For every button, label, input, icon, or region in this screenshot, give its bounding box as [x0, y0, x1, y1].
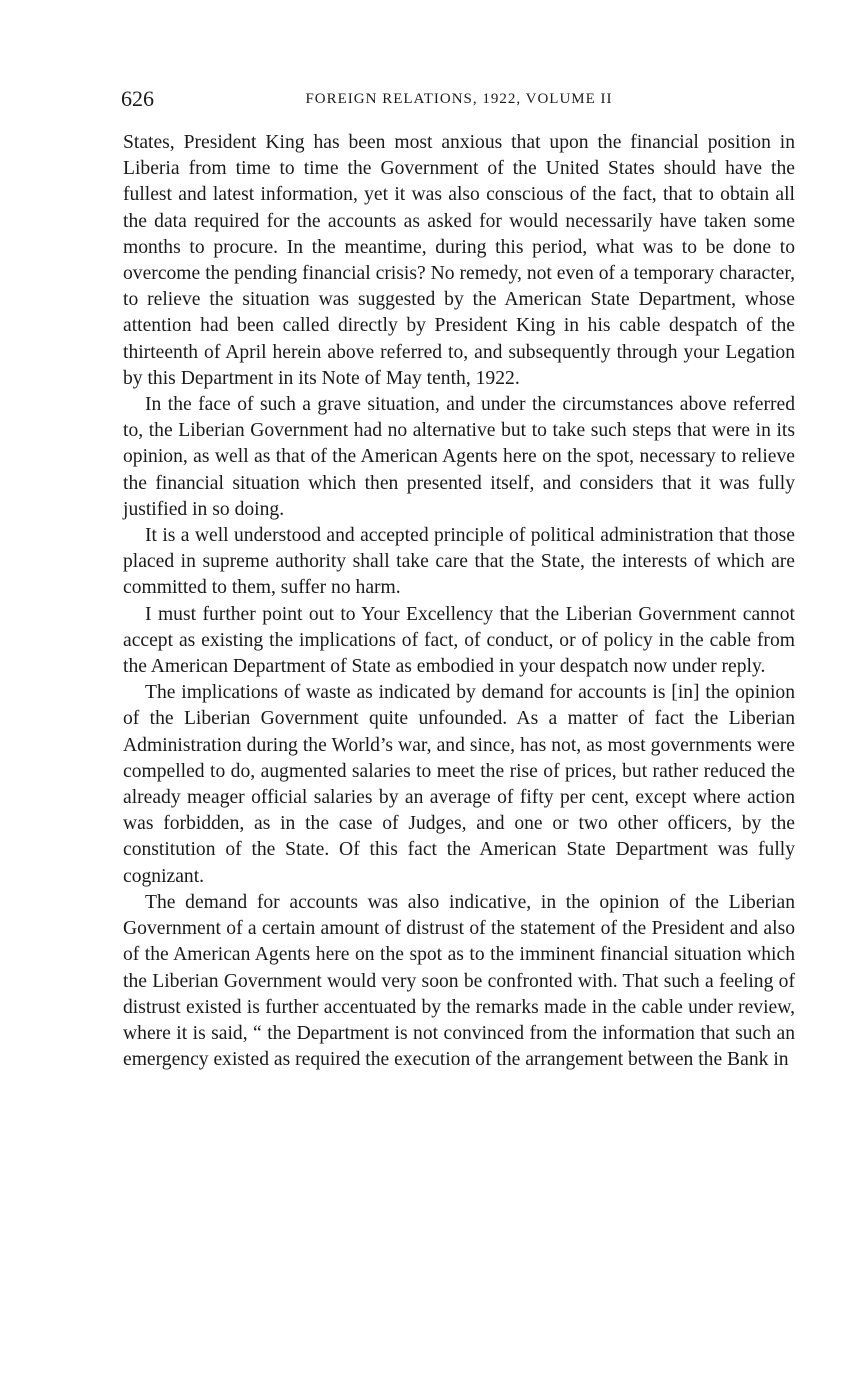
running-head: FOREIGN RELATIONS, 1922, VOLUME II: [305, 91, 613, 107]
paragraph: In the face of such a grave situation, and under the circumstances above referred to, the Liberian Government had no alternative but to take such steps that were in its opinion, as well as that of the American Agents here on the spot, necessary to relieve the financial situation which then presented itself, and considers that it was fully justified in so doing.: [123, 394, 795, 520]
paragraph-continued: States, President King has been most anxious that upon the financial position in Liberia from time to time the Government of the United States should have the fullest and latest information, yet it was also conscious of the fact, that to obtain all the data required for the accounts as asked for would necessarily have taken some months to procure. In the meantime, during this period, what was to be done to overcome the pending financial crisis? No remedy, not even of a temporary character, to relieve the situation was suggested by the American State Department, whose attention had been called directly by President King in his cable despatch of the thirteenth of April herein above referred to, and subsequently through your Legation by this Department in its Note of May tenth, 1922.: [123, 132, 795, 389]
page-header: [121, 84, 797, 114]
body-text: [123, 130, 795, 1073]
page-number: 626: [121, 86, 154, 111]
paragraph: It is a well understood and accepted principle of political administration that those placed in supreme authority shall take care that the State, the interests of which are committed to them, suffer no harm.: [123, 525, 795, 599]
paragraph: The implications of waste as indicated by demand for accounts is [in] the opinion of the Liberian Government quite unfounded. As a matter of fact the Liberian Administration during the World’s war, and since, has not, as most governments were compelled to do, augmented salaries to meet the rise of prices, but rather reduced the already meager official salaries by an average of fifty per cent, except where action was forbidden, as in the case of Judges, and one or two other officers, by the constitution of the State. Of this fact the American State Department was fully cognizant.: [123, 682, 795, 887]
paragraph: The demand for accounts was also indicative, in the opinion of the Liberian Government of a certain amount of distrust of the statement of the President and also of the American Agents here on the spot as to the imminent financial situation which the Liberian Government would very soon be confronted with. That such a feeling of distrust existed is further accentuated by the remarks made in the cable under review, where it is said, “ the Department is not convinced from the information that such an emergency existed as required the execution of the arrangement between the Bank in: [123, 891, 795, 1071]
paragraph: I must further point out to Your Excellency that the Liberian Government cannot accept as existing the implications of fact, of conduct, or of policy in the cable from the American Department of State as embodied in your despatch now under reply.: [123, 603, 795, 678]
